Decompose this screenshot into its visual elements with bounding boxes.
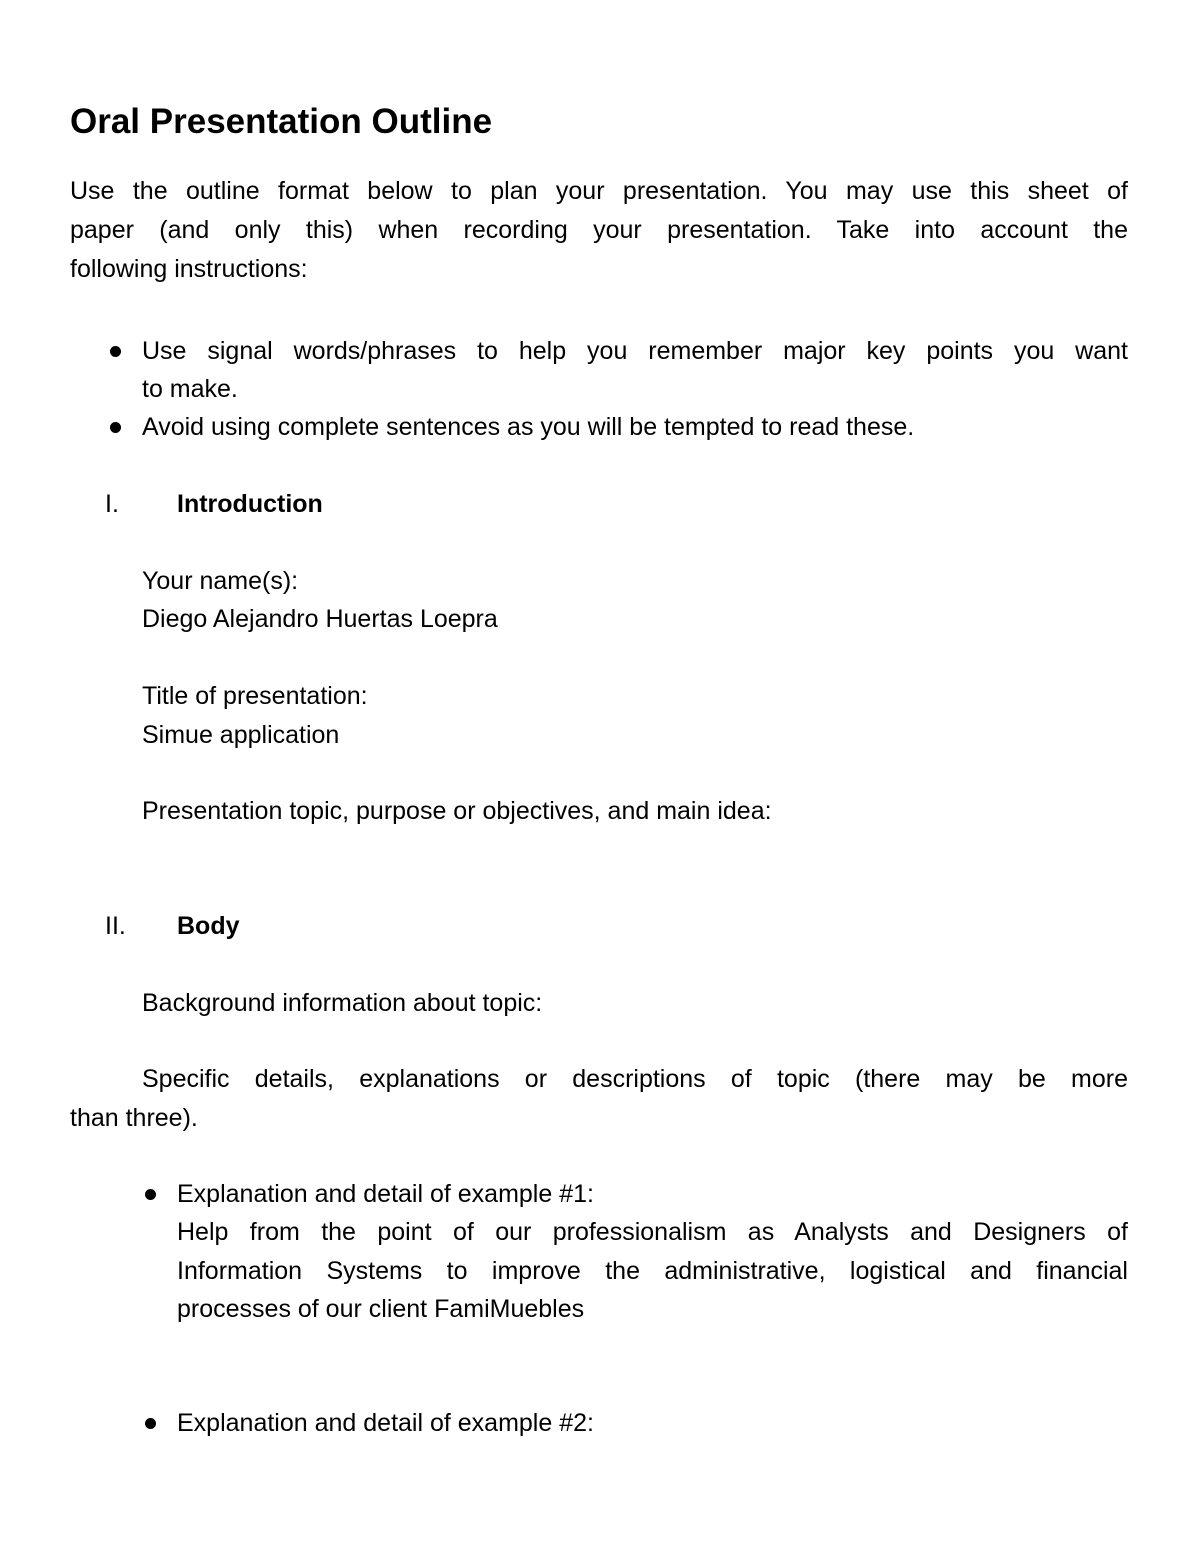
page-title: Oral Presentation Outline: [70, 102, 493, 141]
section-heading-body: Body: [177, 912, 240, 940]
section-numeral-body: II.: [105, 912, 126, 940]
details-line-2: than three).: [70, 1104, 198, 1132]
details-line-1: Specific details, explanations or descriptions of topic (there may be more: [142, 1065, 1128, 1093]
section-heading-introduction: Introduction: [177, 490, 323, 518]
background-label: Background information about topic:: [142, 989, 543, 1017]
example-1-label: Explanation and detail of example #1:: [177, 1180, 594, 1208]
name-value: Diego Alejandro Huertas Loepra: [142, 605, 498, 633]
bullet-icon: [110, 422, 121, 433]
example-1-text-line-1: Help from the point of our professionalism as Analysts and Designers of: [177, 1218, 1128, 1246]
intro-line-1: Use the outline format below to plan your presentation. You may use this sheet of: [70, 177, 1128, 205]
instruction-1-line-1: Use signal words/phrases to help you remember major key points you want: [142, 337, 1128, 365]
section-numeral-introduction: I.: [105, 490, 119, 518]
presentation-title-label: Title of presentation:: [142, 682, 368, 710]
example-2-label: Explanation and detail of example #2:: [177, 1409, 594, 1437]
intro-line-3: following instructions:: [70, 255, 308, 283]
example-1-text-line-3: processes of our client FamiMuebles: [177, 1295, 585, 1323]
instruction-2-line-1: Avoid using complete sentences as you will be tempted to read these.: [142, 413, 915, 441]
bullet-icon: [145, 1189, 156, 1200]
bullet-icon: [145, 1418, 156, 1429]
instruction-1-line-2: to make.: [142, 375, 238, 403]
intro-line-2: paper (and only this) when recording your presentation. Take into account the: [70, 216, 1128, 244]
presentation-title-value: Simue application: [142, 721, 340, 749]
topic-label: Presentation topic, purpose or objectives, and main idea:: [142, 797, 772, 825]
name-label: Your name(s):: [142, 567, 299, 595]
example-1-text-line-2: Information Systems to improve the administrative, logistical and financial: [177, 1257, 1128, 1285]
bullet-icon: [110, 346, 121, 357]
